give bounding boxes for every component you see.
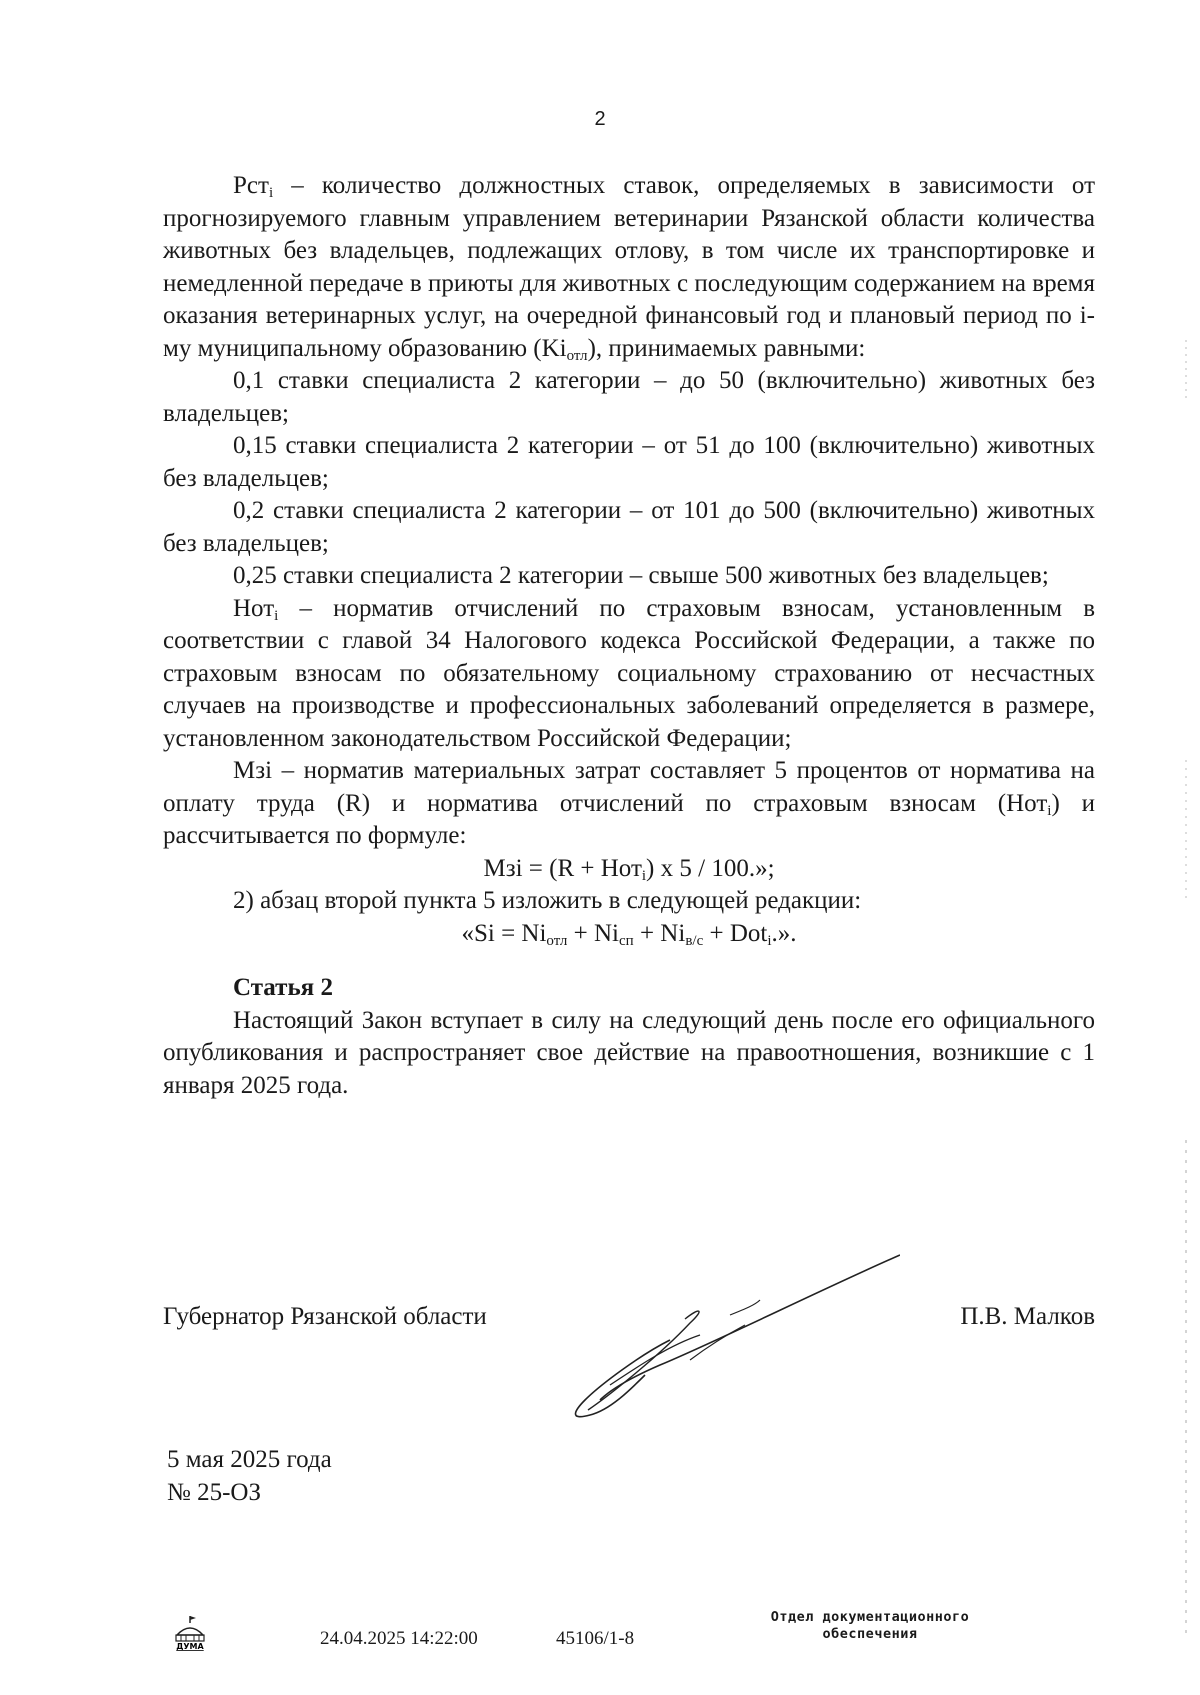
law-date: 5 мая 2025 года: [167, 1446, 332, 1473]
signatory-name: П.В. Малков: [960, 1303, 1095, 1330]
paragraph-rate-2: 0,15 ставки специалиста 2 категории – от 51 до 100 (включительно) животных без владельцев;: [163, 432, 1095, 492]
logo-text: ДУМА: [176, 1642, 204, 1651]
law-date-number: [167, 1443, 332, 1509]
rst-term: Рст: [233, 172, 269, 199]
not-term: Нот: [233, 594, 275, 622]
paragraph-item-2: 2) абзац второй пункта 5 изложить в следующей редакции:: [233, 887, 862, 914]
handwritten-signature: [570, 1245, 900, 1425]
law-number: № 25-ОЗ: [167, 1479, 262, 1506]
footer-reference: 45106/1-8: [556, 1628, 635, 1649]
scan-edge-marks: [1183, 340, 1189, 1640]
paragraph-rate-1: 0,1 ставки специалиста 2 категории – до 50 (включительно) животных без владельцев;: [163, 367, 1095, 427]
department-stamp: Отдел документационного обеспечения: [770, 1609, 970, 1642]
formula-si: «$Si = Ni_{отл} + Ni_{сп} + Ni_{в/с} + Dot_i$.».: [461, 919, 797, 949]
footer-timestamp: 24.04.2025 14:22:00: [320, 1628, 478, 1649]
article-heading: Статья 2: [233, 974, 333, 1001]
formula-mz: Мзi = (R + Нот$_i$) х 5 / 100.»;: [483, 854, 775, 884]
document-body: [163, 170, 1095, 1102]
paragraph-rst: Рст$_i$ – количество должностных ставок, определяемых в зависимости от прогнозируемого главным управлением ветеринарии Рязанской области количества животных без владельцев, подлежащих отлову, в том числе их транспортировке и немедленной передаче в приюты для животных с последующим содержанием на время оказания ветеринарных услуг, на очередной финансовый год и плановый период по i-му муниципальному образованию $(Ki_{отл})$, принимаемых равными:: [163, 172, 1095, 364]
signatory-title: Губернатор Рязанской области: [163, 1303, 487, 1330]
page-number: 2: [594, 108, 606, 130]
paragraph-article-2: Настоящий Закон вступает в силу на следующий день после его официального опубликования и распространяет свое действие на правоотношения, возникшие с 1 января 2025 года.: [163, 1006, 1095, 1099]
paragraph-not: Нот$_i$ – норматив отчислений по страховым взносам, установленным в соответствии с главой 34 Налогового кодекса Российской Федерации, а также по страховым взносам по обязательному социальному страхованию от несчастных случаев на производстве и профессиональных заболеваний определяется в размере, установленном законодательством Российской Федерации;: [163, 594, 1095, 752]
paragraph-mz: Мзi – норматив материальных затрат составляет 5 процентов от норматива на оплату труда (R) и норматива отчислений по страховым взносам (Нот$_i$) и рассчитывается по формуле:: [163, 757, 1095, 849]
paragraph-rate-3: 0,2 ставки специалиста 2 категории – от 101 до 500 (включительно) животных без владельцев;: [163, 497, 1095, 557]
paragraph-rate-4: 0,25 ставки специалиста 2 категории – свыше 500 животных без владельцев;: [233, 562, 1049, 589]
duma-logo-icon: [170, 1615, 210, 1651]
